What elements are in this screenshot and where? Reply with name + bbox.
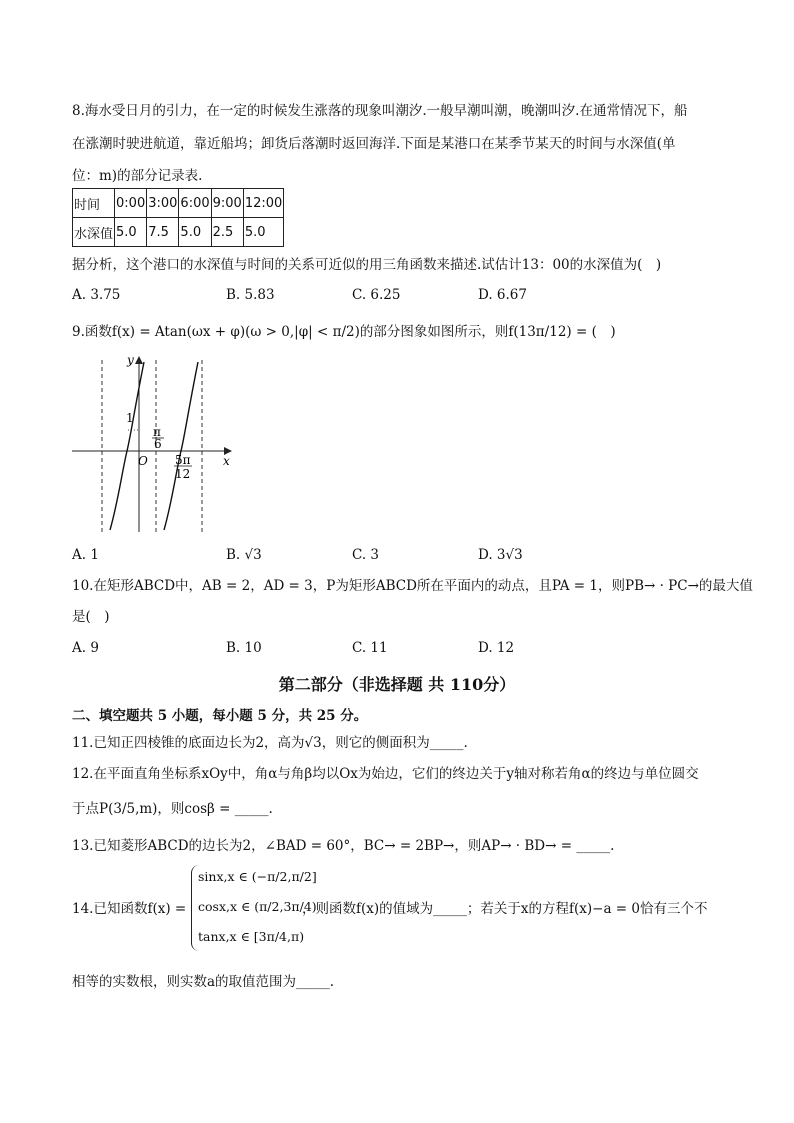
pi-over-6-numerator: π xyxy=(153,425,161,439)
table-cell: 7.5 xyxy=(147,218,179,247)
table-cell: 2.5 xyxy=(211,218,243,247)
q12-line1: 12.在平面直角坐标系xOy中，角α与角β均以Ox为始边，它们的终边关于y轴对称若角α的终边与单位圆交 xyxy=(72,766,699,782)
q9-option-a: A. 1 xyxy=(72,547,99,563)
table-row xyxy=(73,218,284,247)
pi-over-6-denominator: 6 xyxy=(154,437,162,451)
table-cell: 6:00 xyxy=(179,189,211,218)
table-cell: 5.0 xyxy=(179,218,211,247)
section-heading: 二、填空题共 5 小题，每小题 5 分，共 25 分。 xyxy=(72,708,368,724)
q8-option-c: C. 6.25 xyxy=(352,287,401,303)
table-cell: 3:00 xyxy=(147,189,179,218)
q9-text: 9.函数f(x) = Atan(ωx + φ)(ω > 0,|φ| < π/2)的部分图象如图所示，则f(13π/12) = ( ) xyxy=(72,324,616,340)
origin-label: O xyxy=(138,454,148,468)
q9-option-b: B. √3 xyxy=(226,547,262,563)
q9-option-c: C. 3 xyxy=(352,547,380,563)
table-cell: 时间 xyxy=(73,189,115,218)
y-axis-label: y xyxy=(127,353,134,367)
q10-line1: 10.在矩形ABCD中，AB = 2，AD = 3，P为矩形ABCD所在平面内的动点，且PA = 1，则PB→ · PC→的最大值 xyxy=(72,578,753,594)
x-axis-label: x xyxy=(223,454,230,468)
table-cell: 5.0 xyxy=(243,218,283,247)
table-cell: 水深值 xyxy=(73,218,115,247)
table-row xyxy=(73,189,284,218)
table-cell: 9:00 xyxy=(211,189,243,218)
five-pi-over-12-numerator: 5π xyxy=(175,453,191,467)
q9-option-d: D. 3√3 xyxy=(478,547,523,563)
q8-option-a: A. 3.75 xyxy=(72,287,121,303)
five-pi-over-12-denominator: 12 xyxy=(175,467,191,481)
q14-line2: 相等的实数根，则实数a的取值范围为_____. xyxy=(72,974,335,990)
q14-case-2: cosx,x ∈ (π/2,3π/4) xyxy=(198,899,317,914)
q8-option-b: B. 5.83 xyxy=(226,287,275,303)
tide-table xyxy=(72,188,284,247)
q8-option-d: D. 6.67 xyxy=(478,287,527,303)
q14-case-1: sinx,x ∈ (−π/2,π/2] xyxy=(198,869,317,884)
y-axis-arrow xyxy=(135,356,143,364)
q14-prefix: 14.已知函数f(x) = xyxy=(72,901,187,917)
q8-question: 据分析，这个港口的水深值与时间的关系可近似的用三角函数来描述.试估计13：00的水深值为( ) xyxy=(72,257,662,273)
q10-option-c: C. 11 xyxy=(352,640,388,656)
table-cell: 5.0 xyxy=(115,218,147,247)
tan-curve-branch xyxy=(164,362,198,530)
tan-graph xyxy=(70,352,240,537)
q8-line3: 位：m)的部分记录表. xyxy=(72,168,203,184)
q10-line2: 是( ) xyxy=(72,609,110,625)
q12-line2: 于点P(3/5,m)，则cosβ = _____. xyxy=(72,801,273,817)
q14-suffix: ，则函数f(x)的值域为_____；若关于x的方程f(x)−a = 0恰有三个不 xyxy=(302,901,708,917)
part2-title: 第二部分（非选择题 共 110分） xyxy=(278,675,516,694)
q10-option-a: A. 9 xyxy=(72,640,99,656)
q8-line1: 8.海水受日月的引力，在一定的时候发生涨落的现象叫潮汐.一般早潮叫潮，晚潮叫汐.在通常情况下，船 xyxy=(72,103,688,119)
q13-text: 13.已知菱形ABCD的边长为2，∠BAD = 60°，BC→ = 2BP→，则AP→ · BD→ = _____. xyxy=(72,838,615,854)
table-cell: 0:00 xyxy=(115,189,147,218)
q10-option-d: D. 12 xyxy=(478,640,515,656)
q14-case-3: tanx,x ∈ [3π/4,π) xyxy=(198,929,305,944)
q8-line2: 在涨潮时驶进航道，靠近船坞；卸货后落潮时返回海洋.下面是某港口在某季节某天的时间与水深值(单 xyxy=(72,136,676,152)
table-cell: 12:00 xyxy=(243,189,283,218)
y-tick-label: 1 xyxy=(126,411,134,425)
q10-option-b: B. 10 xyxy=(226,640,262,656)
q11-text: 11.已知正四棱锥的底面边长为2，高为√3，则它的侧面积为_____. xyxy=(72,735,468,751)
